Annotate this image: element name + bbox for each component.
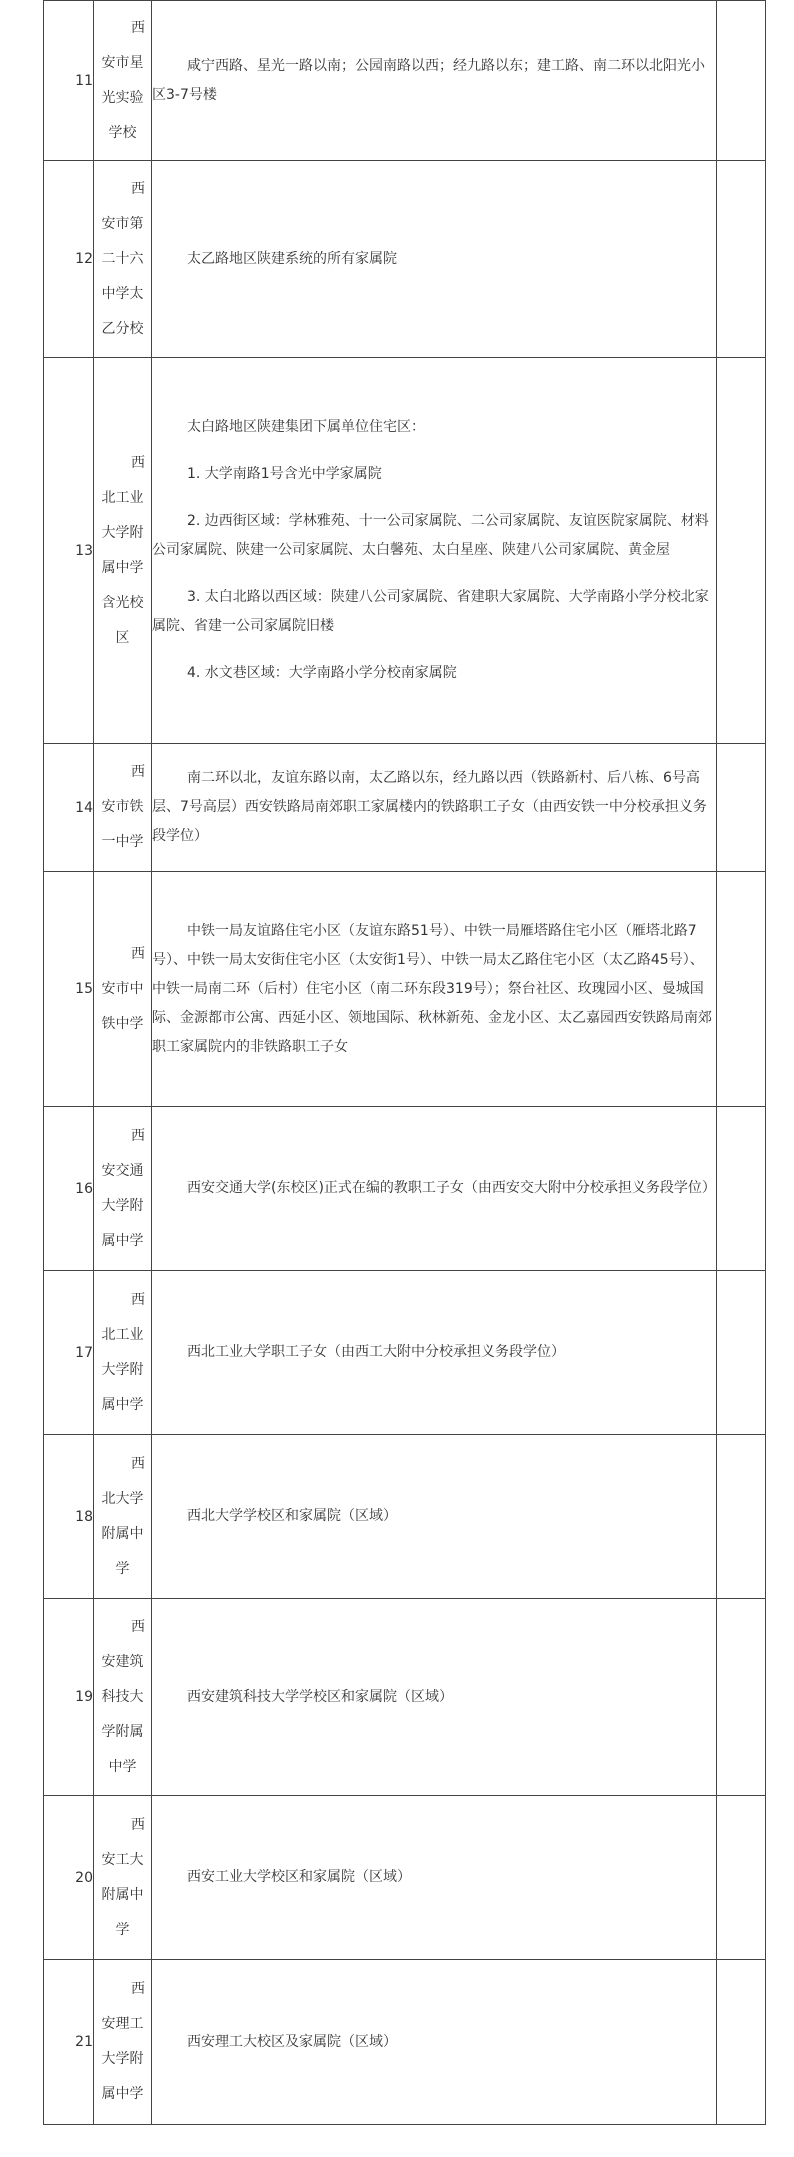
school-name-cell [94, 1796, 152, 1960]
table-row [44, 358, 766, 744]
enrollment-area-text: 西安建筑科技大学学校区和家属院（区域） [187, 1688, 453, 1705]
enrollment-area-cell [152, 1271, 717, 1435]
school-name-line: 西 [131, 1127, 145, 1144]
enrollment-area-cell [152, 1, 717, 161]
empty-cell [717, 872, 766, 1107]
school-name-line: 大学附 [101, 2051, 144, 2067]
table-row [44, 744, 766, 872]
school-name-line: 安市第 [101, 215, 144, 232]
row-number: 16 [44, 1107, 94, 1271]
school-name-line: 光实验 [101, 89, 144, 106]
school-name-line: 中学 [108, 1758, 137, 1775]
school-name-line: 乙分校 [101, 320, 144, 337]
school-name-line: 西 [131, 764, 145, 780]
school-name-line: 铁中学 [101, 1015, 144, 1032]
row-number: 12 [44, 161, 94, 358]
enrollment-area-text: 咸宁西路、星光一路以南；公园南路以西；经九路以东；建工路、南二环以北阳光小区3-7号楼 [152, 57, 705, 103]
school-name-cell [94, 744, 152, 872]
enrollment-area-cell [152, 1435, 717, 1599]
empty-cell [717, 161, 766, 358]
school-name-line: 安市铁 [101, 799, 144, 815]
enrollment-area-text: 太白路地区陕建集团下属单位住宅区： [187, 419, 425, 435]
school-name-line: 学 [115, 1921, 130, 1938]
enrollment-area-cell [152, 358, 717, 744]
table-row [44, 1107, 766, 1271]
table-row [44, 161, 766, 358]
school-name-line: 一中学 [101, 834, 144, 850]
enrollment-area-text: 西安理工大校区及家属院（区域） [187, 2033, 397, 2050]
enrollment-area-text: 3. 太白北路以西区域：陕建八公司家属院、省建职大家属院、大学南路小学分校北家属院、省建一公司家属院旧楼 [152, 589, 709, 634]
enrollment-area-cell [152, 1107, 717, 1271]
enrollment-area-cell [152, 161, 717, 358]
table-row [44, 1599, 766, 1796]
empty-cell [717, 1960, 766, 2125]
enrollment-area-cell [152, 744, 717, 872]
school-name-line: 北工业 [101, 1326, 144, 1343]
school-name-cell [94, 1960, 152, 2125]
enrollment-area-text: 西安工业大学校区和家属院（区域） [187, 1869, 411, 1885]
school-name-line: 二十六 [101, 250, 144, 267]
empty-cell [717, 1435, 766, 1599]
enrollment-area-text: 2. 边西街区域：学林雅苑、十一公司家属院、二公司家属院、友谊医院家属院、材料公司家属院、陕建一公司家属院、太白馨苑、太白星座、陕建八公司家属院、黄金屋 [152, 513, 709, 558]
row-number: 11 [44, 1, 94, 161]
school-name-line: 属中学 [101, 1396, 144, 1413]
empty-cell [717, 1796, 766, 1960]
school-name-line: 西 [131, 1981, 145, 1997]
table-row [44, 1960, 766, 2125]
school-name-line: 西 [131, 945, 145, 962]
school-name-line: 北工业 [101, 489, 144, 506]
school-name-line: 含光校 [101, 594, 144, 611]
enrollment-area-cell [152, 1960, 717, 2125]
enrollment-area-text: 西安交通大学(东校区)正式在编的教职工子女（由西安交大附中分校承担义务段学位） [187, 1180, 716, 1196]
school-name-line: 区 [115, 629, 130, 646]
school-name-line: 附属中 [101, 1886, 144, 1903]
table-row [44, 1435, 766, 1599]
row-number: 15 [44, 872, 94, 1107]
school-name-line: 西 [131, 180, 145, 197]
table-row [44, 1, 766, 161]
empty-cell [717, 1271, 766, 1435]
school-name-line: 西 [131, 1816, 145, 1833]
school-name-cell [94, 1271, 152, 1435]
school-name-line: 大学附 [101, 1361, 144, 1378]
enrollment-area-text: 太乙路地区陕建系统的所有家属院 [187, 250, 397, 267]
school-name-line: 西 [131, 19, 145, 36]
school-name-line: 安交通 [101, 1162, 144, 1179]
empty-cell [717, 358, 766, 744]
school-name-line: 大学附 [101, 1197, 144, 1214]
school-name-line: 属中学 [101, 559, 144, 576]
school-district-table [43, 0, 766, 2125]
enrollment-area-text: 4. 水文巷区域：大学南路小学分校南家属院 [187, 665, 457, 681]
school-name-cell [94, 1435, 152, 1599]
school-name-line: 安建筑 [101, 1653, 144, 1670]
school-name-line: 学附属 [101, 1723, 144, 1740]
school-name-line: 中学太 [101, 285, 144, 302]
row-number: 14 [44, 744, 94, 872]
school-name-line: 属中学 [101, 1232, 144, 1249]
school-name-line: 学 [115, 1560, 130, 1577]
school-name-line: 北大学 [101, 1490, 144, 1507]
row-number: 18 [44, 1435, 94, 1599]
enrollment-area-cell [152, 872, 717, 1107]
empty-cell [717, 1107, 766, 1271]
school-name-line: 属中学 [101, 2086, 144, 2102]
empty-cell [717, 744, 766, 872]
school-name-cell [94, 358, 152, 744]
row-number: 19 [44, 1599, 94, 1796]
row-number: 20 [44, 1796, 94, 1960]
row-number: 13 [44, 358, 94, 744]
enrollment-area-text: 南二环以北，友谊东路以南，太乙路以东，经九路以西（铁路新村、后八栋、6号高层、7号高层）西安铁路局南郊职工家属楼内的铁路职工子女（由西安铁一中分校承担义务段学位） [152, 770, 707, 844]
school-name-line: 西 [131, 1455, 145, 1472]
school-name-line: 安市星 [101, 54, 144, 71]
school-name-line: 安市中 [101, 980, 144, 997]
school-name-line: 科技大 [101, 1688, 144, 1705]
school-name-cell [94, 161, 152, 358]
enrollment-area-cell [152, 1599, 717, 1796]
school-name-cell [94, 1, 152, 161]
enrollment-area-text: 中铁一局友谊路住宅小区（友谊东路51号）、中铁一局雁塔路住宅小区（雁塔北路7号）、中铁一局太安街住宅小区（太安街1号）、中铁一局太乙路住宅小区（太乙路45号）、中铁一局南二环（后村）住宅小区（南二环东段319号）；祭台社区、玫瑰园小区、曼城国际、金源都市公寓、西延小区、领地国际、秋林新苑、金龙小区、太乙嘉园西安铁路局南郊职工家属院内的非铁路职工子女 [152, 922, 712, 1055]
empty-cell [717, 1599, 766, 1796]
enrollment-area-text: 1. 大学南路1号含光中学家属院 [187, 466, 382, 482]
enrollment-area-text: 西北工业大学职工子女（由西工大附中分校承担义务段学位） [187, 1344, 565, 1360]
school-name-cell [94, 1107, 152, 1271]
school-name-line: 西 [131, 1291, 145, 1308]
enrollment-area-text: 西北大学学校区和家属院（区域） [187, 1508, 397, 1524]
row-number: 17 [44, 1271, 94, 1435]
school-name-line: 学校 [108, 124, 137, 141]
school-name-line: 安工大 [101, 1851, 144, 1868]
school-name-line: 西 [131, 454, 145, 471]
school-name-line: 安理工 [101, 2016, 144, 2032]
school-name-line: 大学附 [101, 524, 144, 541]
school-name-cell [94, 872, 152, 1107]
empty-cell [717, 1, 766, 161]
enrollment-area-cell [152, 1796, 717, 1960]
table-row [44, 1796, 766, 1960]
row-number: 21 [44, 1960, 94, 2125]
school-name-line: 附属中 [101, 1525, 144, 1542]
school-name-cell [94, 1599, 152, 1796]
table-row [44, 872, 766, 1107]
table-row [44, 1271, 766, 1435]
school-name-line: 西 [131, 1618, 145, 1635]
